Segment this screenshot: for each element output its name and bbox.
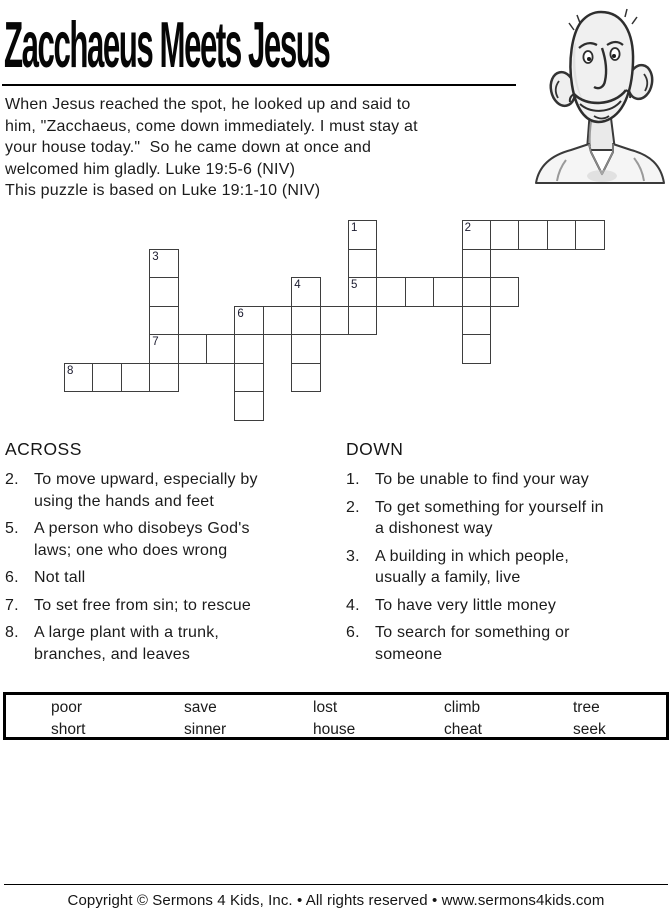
clue-number-label: 4 xyxy=(294,279,301,291)
crossword-cell[interactable] xyxy=(206,334,235,364)
word-bank-word: lost xyxy=(313,699,338,716)
crossword-cell[interactable] xyxy=(121,363,150,393)
crossword-cell[interactable] xyxy=(490,277,519,307)
clue-number-label: 8 xyxy=(67,364,74,377)
clue-item xyxy=(346,622,672,665)
down-header: DOWN xyxy=(346,439,404,459)
word-bank-word: house xyxy=(313,720,356,738)
clue-number-label: 1 xyxy=(351,222,358,234)
across-clues xyxy=(5,439,337,671)
copyright-text: Copyright © Sermons 4 Kids, Inc. • All rights reserved • www.sermons4kids.com xyxy=(67,892,605,909)
page-title: Zacchaeus Meets Jesus xyxy=(4,8,330,81)
crossword-cell[interactable] xyxy=(320,306,349,336)
clue-text-line: To have very little money xyxy=(375,596,557,614)
clue-item-text xyxy=(34,595,251,617)
clue-item-number: 6. xyxy=(346,624,360,641)
clue-text-line: a dishonest way xyxy=(375,520,493,537)
crossword-cell[interactable] xyxy=(462,220,491,250)
clue-text-line: usually a family, live xyxy=(375,569,521,586)
crossword-cell[interactable] xyxy=(405,277,434,307)
clue-item xyxy=(346,497,672,540)
clue-item xyxy=(346,469,672,491)
clue-item-number: 3. xyxy=(346,547,360,565)
clue-number-label: 5 xyxy=(351,279,358,291)
clue-item-number: 1. xyxy=(346,471,360,488)
crossword-cell[interactable] xyxy=(291,277,320,307)
word-bank-word: sinner xyxy=(184,720,227,738)
clue-item xyxy=(5,469,337,512)
crossword-cell[interactable] xyxy=(234,306,263,336)
word-bank-word: poor xyxy=(51,699,83,716)
clue-text-line: laws; one who does wrong xyxy=(34,541,228,559)
clue-item-text xyxy=(34,567,85,589)
clue-item-text xyxy=(34,622,219,665)
word-bank-word: tree xyxy=(573,699,600,716)
clue-number-label: 2 xyxy=(464,222,471,234)
puzzle-source-text: This puzzle is based on Luke 19:1-10 (NIV) xyxy=(5,182,321,199)
crossword-cell[interactable] xyxy=(462,306,491,336)
word-bank-word: short xyxy=(51,720,86,738)
clue-item-number: 8. xyxy=(5,624,19,641)
clue-item-text xyxy=(375,622,570,665)
footer-divider xyxy=(4,884,668,885)
clue-item-text xyxy=(375,469,589,491)
clue-item xyxy=(5,567,337,589)
clue-text-line: someone xyxy=(375,645,443,663)
clue-item xyxy=(346,546,672,589)
crossword-cell[interactable] xyxy=(92,363,121,393)
clue-text-line: branches, and leaves xyxy=(34,645,191,663)
cartoon-man-icon xyxy=(528,2,672,184)
clue-item xyxy=(5,518,337,561)
crossword-cell[interactable] xyxy=(547,220,576,250)
scripture-line: When Jesus reached the spot, he looked up and said to xyxy=(5,96,411,113)
zacchaeus-illustration xyxy=(528,2,672,184)
clue-item-number: 4. xyxy=(346,596,360,614)
crossword-cell[interactable] xyxy=(149,249,178,279)
clue-text-line: A large plant with a trunk, xyxy=(34,624,220,641)
scripture-line: him, "Zacchaeus, come down immediately. I must stay at xyxy=(5,117,418,135)
clue-text-line: A building in which people, xyxy=(375,547,569,565)
crossword-grid xyxy=(64,220,606,422)
crossword-cell[interactable] xyxy=(149,277,178,307)
clue-item xyxy=(5,595,337,617)
crossword-cell[interactable] xyxy=(149,334,178,364)
crossword-cell[interactable] xyxy=(490,220,519,250)
clue-item-text xyxy=(375,595,556,617)
clue-item-number: 2. xyxy=(346,498,360,516)
clue-text-line: Not tall xyxy=(34,569,86,586)
crossword-cell[interactable] xyxy=(178,334,207,364)
crossword-cell[interactable] xyxy=(263,306,292,336)
clue-item-text xyxy=(34,469,258,512)
crossword-cell[interactable] xyxy=(462,277,491,307)
down-clues xyxy=(346,439,672,671)
crossword-cell[interactable] xyxy=(234,334,263,364)
crossword-cell[interactable] xyxy=(348,306,377,336)
crossword-cell[interactable] xyxy=(234,391,263,421)
down-clue-list xyxy=(346,469,672,665)
across-clue-list xyxy=(5,469,337,665)
crossword-cell[interactable] xyxy=(348,249,377,279)
clue-item xyxy=(346,595,672,617)
title-divider xyxy=(2,84,516,86)
clue-text-line: A person who disobeys God's xyxy=(34,520,250,537)
clue-item-number: 6. xyxy=(5,569,19,586)
clue-number-label: 7 xyxy=(152,336,159,348)
across-header: ACROSS xyxy=(5,439,82,459)
word-bank-word: seek xyxy=(573,720,606,738)
crossword-cell[interactable] xyxy=(376,277,405,307)
clue-item-number: 2. xyxy=(5,471,19,488)
word-bank-word: save xyxy=(184,699,217,716)
crossword-cell[interactable] xyxy=(234,363,263,393)
crossword-cell[interactable] xyxy=(462,249,491,279)
clue-item-number: 7. xyxy=(5,596,19,614)
crossword-cell[interactable] xyxy=(518,220,547,250)
crossword-cell[interactable] xyxy=(291,363,320,393)
clue-item-number: 5. xyxy=(5,520,19,537)
clue-text-line: using the hands and feet xyxy=(34,492,215,510)
crossword-cell[interactable] xyxy=(462,334,491,364)
crossword-cell[interactable] xyxy=(149,306,178,336)
clue-number-label: 3 xyxy=(152,250,159,263)
crossword-cell[interactable] xyxy=(64,363,93,393)
word-bank-word: climb xyxy=(444,699,481,716)
word-bank-word: cheat xyxy=(444,720,482,738)
crossword-cell[interactable] xyxy=(348,220,377,250)
crossword-cell[interactable] xyxy=(291,334,320,364)
crossword-cell[interactable] xyxy=(149,363,178,393)
clue-text-line: To set free from sin; to rescue xyxy=(34,596,251,614)
clue-item-text xyxy=(375,546,569,589)
scripture-text xyxy=(5,94,418,180)
crossword-cell[interactable] xyxy=(575,220,604,250)
clue-text-line: To be unable to find your way xyxy=(375,471,589,488)
clue-text-line: To move upward, especially by xyxy=(34,471,258,488)
clue-item-text xyxy=(375,497,604,540)
clue-number-label: 6 xyxy=(237,307,244,320)
crossword-cell[interactable] xyxy=(291,306,320,336)
word-bank xyxy=(3,692,669,740)
scripture-line: welcomed him gladly. Luke 19:5-6 (NIV) xyxy=(5,160,296,178)
clue-text-line: To search for something or xyxy=(375,624,570,641)
clue-item-text xyxy=(34,518,250,561)
crossword-cell[interactable] xyxy=(433,277,462,307)
crossword-cell[interactable] xyxy=(348,277,377,307)
clue-text-line: To get something for yourself in xyxy=(375,498,604,516)
clue-item xyxy=(5,622,337,665)
scripture-line: your house today." So he came down at once and xyxy=(5,139,372,156)
